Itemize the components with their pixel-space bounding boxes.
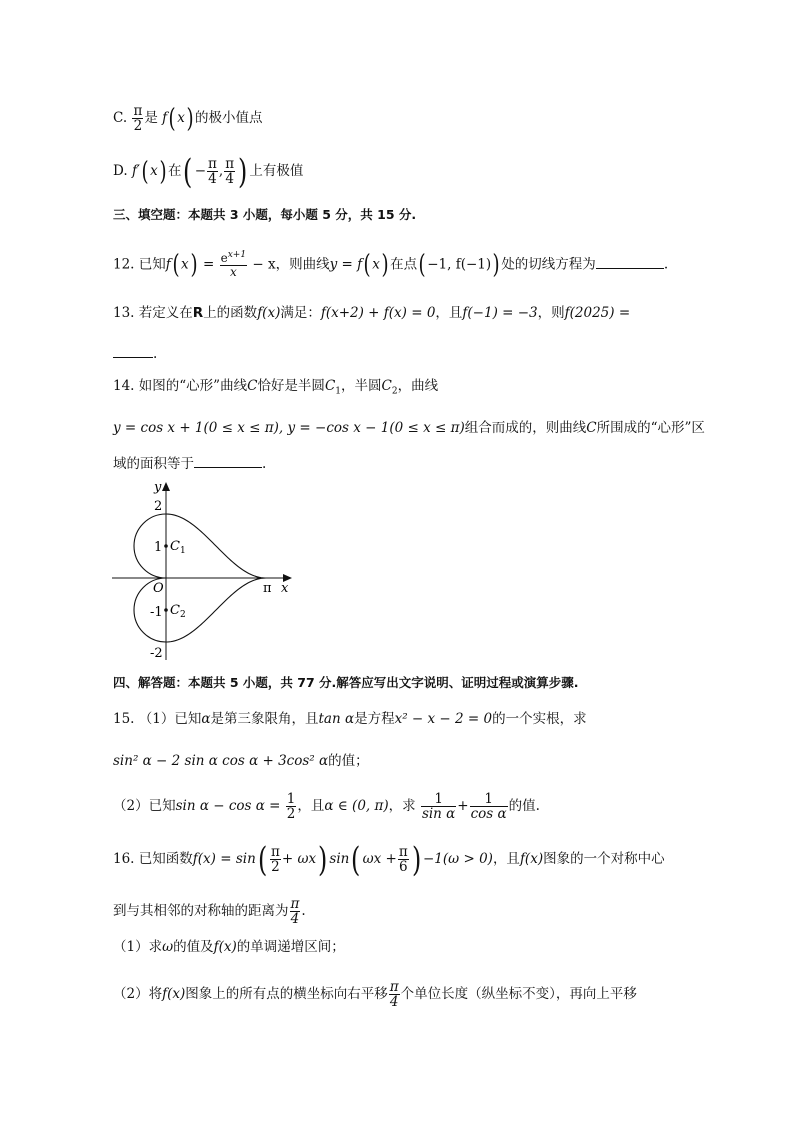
option-c-label: C. <box>113 110 128 127</box>
question-12: 12. 已知f( x) = $\frac{e^{x+1}}{x}$ − x，则曲线y = f( x) 在点( −1, f(−1)) 处的切线方程为 . <box>113 250 669 281</box>
answer-blank-13 <box>113 343 153 358</box>
option-c-fraction: $\frac{\pi}{2}$ <box>133 103 143 135</box>
question-14: 14. 如图的“心形”曲线C恰好是半圆$C_1$，半圆$C_2$，曲线 <box>113 378 439 397</box>
question-16-part-2: （2）将f(x)图象上的所有点的横坐标向右平移 $\frac{\pi}{4}$ 个单位长度（纵坐标不变），再向上平移 <box>113 979 637 1011</box>
question-16: 16. 已知函数f(x) = sin( $\frac{\pi}{2}$ + ωx) sin( ωx + $\frac{\pi}{6}$ ) −1(ω > 0)，且f(x)图象的一个对称中心 <box>113 839 665 880</box>
answer-blank-14 <box>194 453 262 468</box>
y-axis-label: y <box>154 480 162 495</box>
question-16-part-1: （1）求ω的值及f(x)的单调递增区间； <box>113 939 345 955</box>
x-axis-label: x <box>281 581 289 596</box>
option-c: C. $\frac{\pi}{2}$ 是 f( x) 的极小值点 <box>113 103 263 135</box>
section-4-heading: 四、解答题：本题共 5 小题，共 77 分.解答应写出文字说明、证明过程或演算步骤. <box>113 675 579 690</box>
y-axis-arrow <box>162 482 170 491</box>
question-14-line-3: 域的面积等于 . <box>113 453 266 474</box>
c2-center-dot <box>164 608 168 612</box>
heart-curve-graph <box>110 480 300 665</box>
question-15-line-2: sin² α − 2 sin α cos α + 3cos² α的值； <box>113 753 369 769</box>
question-15-part-2: （2）已知sin α − cos α = $\frac{1}{2}$ ，且α ∈ (0, π)，求 $\frac{1}{\text{sin α}}$ + $\frac{1}{\text{cos α}}$ 的值. <box>113 791 540 823</box>
section-3-heading: 三、填空题：本题共 3 小题，每小题 5 分，共 15 分. <box>113 207 417 222</box>
pi-tick-label: π <box>263 581 272 596</box>
c1-center-dot <box>164 544 168 548</box>
answer-blank-12 <box>596 254 664 269</box>
question-15: 15. （1）已知α是第三象限角，且tan α是方程x² − x − 2 = 0的一个实根，求 <box>113 711 587 727</box>
c2-label: $C_2$ <box>170 603 186 620</box>
y-tick-minus-1: -1 <box>150 605 163 620</box>
question-16-line-2: 到与其相邻的对称轴的距离为 $\frac{\pi}{4}$ . <box>113 896 306 928</box>
option-d: D. f′( x) 在( − $\frac{\pi}{4}$ , $\frac{\pi}{4}$ ) 上有极值 <box>113 151 304 192</box>
c1-label: $C_1$ <box>170 539 186 556</box>
question-13-answer: . <box>113 343 157 364</box>
y-tick-1: 1 <box>154 540 163 555</box>
origin-label: O <box>153 581 164 596</box>
y-tick-2: 2 <box>154 499 163 514</box>
y-tick-minus-2: -2 <box>150 646 163 661</box>
question-13: 13. 若定义在R上的函数f(x)满足：f(x+2) + f(x) = 0，且f(−1) = −3，则f(2025) = <box>113 305 631 321</box>
question-14-line-2: y = cos x + 1(0 ≤ x ≤ π), y = −cos x − 1(0 ≤ x ≤ π)组合而成的，则曲线C所围成的“心形”区 <box>113 420 705 436</box>
option-d-label: D. <box>113 163 128 180</box>
